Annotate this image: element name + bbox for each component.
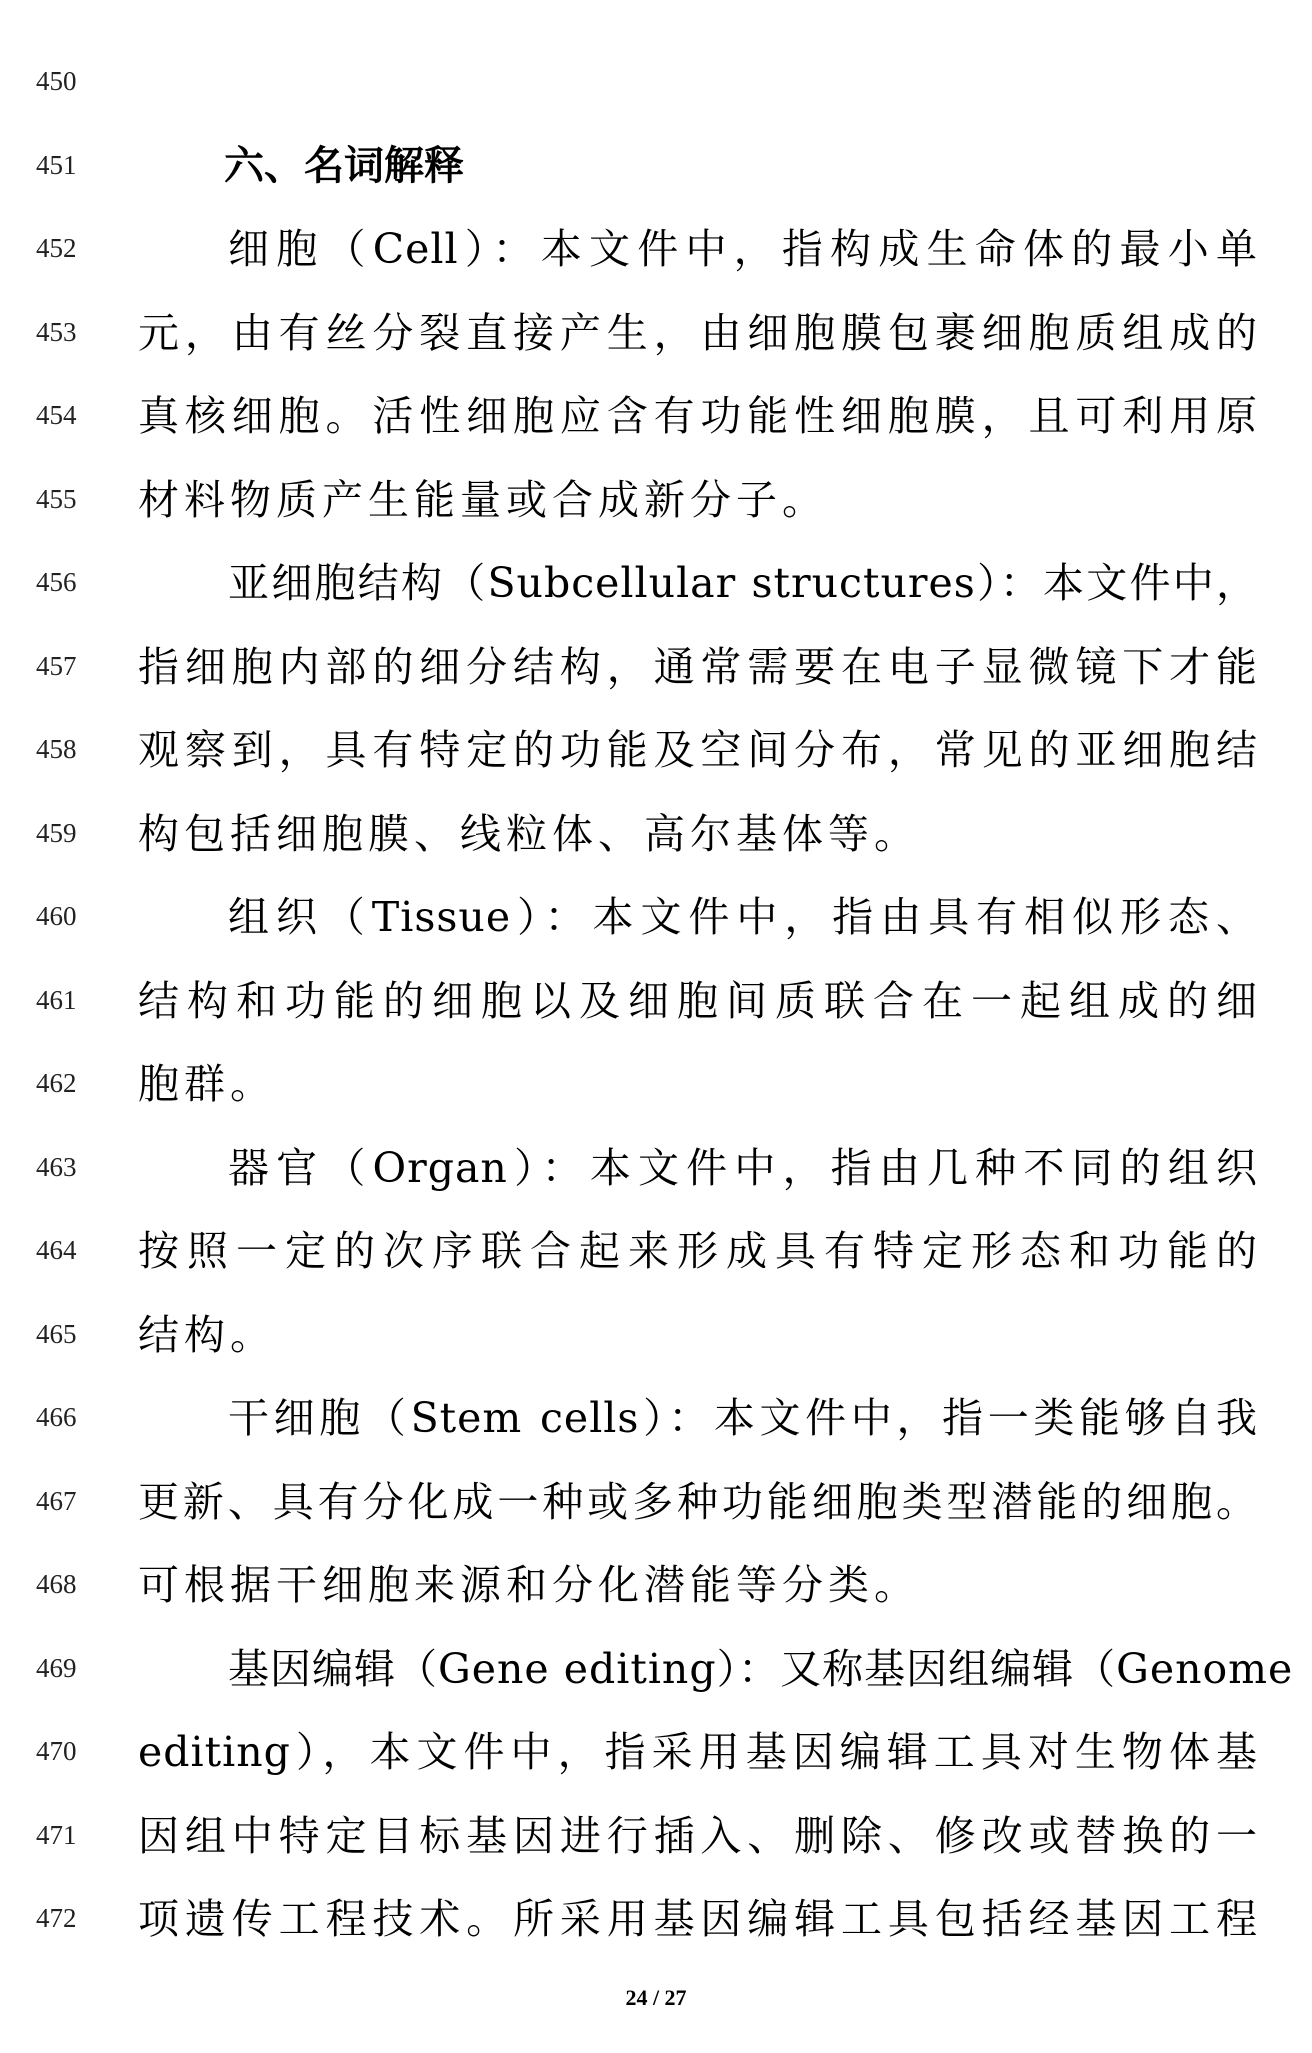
line-number: 460	[36, 901, 77, 931]
document-line	[0, 386, 1312, 446]
document-line	[0, 1388, 1312, 1448]
line-number: 450	[36, 66, 77, 96]
line-number: 461	[36, 984, 77, 1015]
document-line	[0, 887, 1312, 947]
paragraph-line: 按照一定的次序联合起来形成具有特定形态和功能的	[138, 1227, 1258, 1275]
document-line	[0, 1305, 1312, 1365]
line-number: 454	[36, 400, 77, 430]
line-number: 464	[36, 1235, 77, 1265]
document-line	[0, 1555, 1312, 1615]
document-line	[0, 1138, 1312, 1198]
document-line	[0, 971, 1312, 1031]
document-line	[0, 1722, 1312, 1782]
line-number: 456	[36, 567, 77, 597]
line-number: 459	[36, 817, 77, 848]
paragraph-line: 亚细胞结构（Subcellular structures）：本文件中，	[228, 559, 1258, 607]
line-number: 465	[36, 1318, 77, 1349]
document-line	[0, 1054, 1312, 1114]
paragraph-line: 元，由有丝分裂直接产生，由细胞膜包裹细胞质组成的	[138, 308, 1258, 357]
paragraph-line: 指细胞内部的细分结构，通常需要在电子显微镜下才能	[138, 642, 1258, 691]
line-number: 452	[36, 233, 77, 263]
paragraph-line: 干细胞（Stem cells）：本文件中，指一类能够自我	[228, 1394, 1258, 1442]
line-number: 469	[36, 1652, 77, 1683]
document-line	[0, 720, 1312, 780]
paragraph-line: 真核细胞。活性细胞应含有功能性细胞膜，且可利用原	[138, 392, 1258, 440]
paragraph-line: 因组中特定目标基因进行插入、删除、修改或替换的一	[138, 1811, 1258, 1860]
document-line	[0, 52, 1312, 112]
paragraph-line: 构包括细胞膜、线粒体、高尔基体等。	[138, 809, 920, 858]
paragraph-line: 结构。	[138, 1310, 276, 1359]
document-line	[0, 1472, 1312, 1532]
document-line	[0, 219, 1312, 279]
document-line	[0, 1889, 1312, 1949]
document-line	[0, 470, 1312, 530]
document-line	[0, 1221, 1312, 1281]
paragraph-line: 材料物质产生能量或合成新分子。	[138, 475, 828, 524]
line-number: 453	[36, 316, 77, 347]
line-number: 470	[36, 1736, 77, 1766]
line-number: 462	[36, 1068, 77, 1098]
line-number: 455	[36, 483, 77, 514]
paragraph-line: 更新、具有分化成一种或多种功能细胞类型潜能的细胞。	[138, 1477, 1258, 1526]
line-number: 457	[36, 650, 77, 681]
paragraph-line: 器官（Organ）：本文件中，指由几种不同的组织	[228, 1143, 1258, 1192]
line-number: 463	[36, 1151, 77, 1182]
line-number: 471	[36, 1819, 77, 1850]
paragraph-line: 组织（Tissue）：本文件中，指由具有相似形态、	[228, 893, 1258, 941]
document-line	[0, 804, 1312, 864]
line-number: 467	[36, 1485, 77, 1516]
document-line	[0, 553, 1312, 613]
document-line	[0, 136, 1312, 196]
paragraph-line: 项遗传工程技术。所采用基因编辑工具包括经基因工程	[138, 1895, 1258, 1943]
document-line	[0, 1639, 1312, 1699]
page-number: 24 / 27	[625, 1985, 687, 2010]
line-number: 451	[36, 149, 77, 180]
paragraph-line: 观察到，具有特定的功能及空间分布，常见的亚细胞结	[138, 726, 1258, 774]
paragraph-line: 可根据干细胞来源和分化潜能等分类。	[138, 1561, 920, 1609]
document-line	[0, 303, 1312, 363]
paragraph-line: 基因编辑（Gene editing）：又称基因组编辑（Genome	[228, 1644, 1294, 1693]
line-number: 466	[36, 1402, 77, 1432]
line-number: 468	[36, 1569, 77, 1599]
paragraph-line: 胞群。	[138, 1060, 276, 1108]
paragraph-line: 细胞（Cell）：本文件中，指构成生命体的最小单	[228, 225, 1258, 273]
line-number: 472	[36, 1903, 77, 1933]
document-line	[0, 637, 1312, 697]
line-number: 458	[36, 734, 77, 764]
section-heading: 六、名词解释	[224, 142, 464, 189]
paragraph-line: 结构和功能的细胞以及细胞间质联合在一起组成的细	[138, 976, 1258, 1025]
paragraph-line: editing），本文件中，指采用基因编辑工具对生物体基	[138, 1728, 1258, 1776]
document-line	[0, 1806, 1312, 1866]
